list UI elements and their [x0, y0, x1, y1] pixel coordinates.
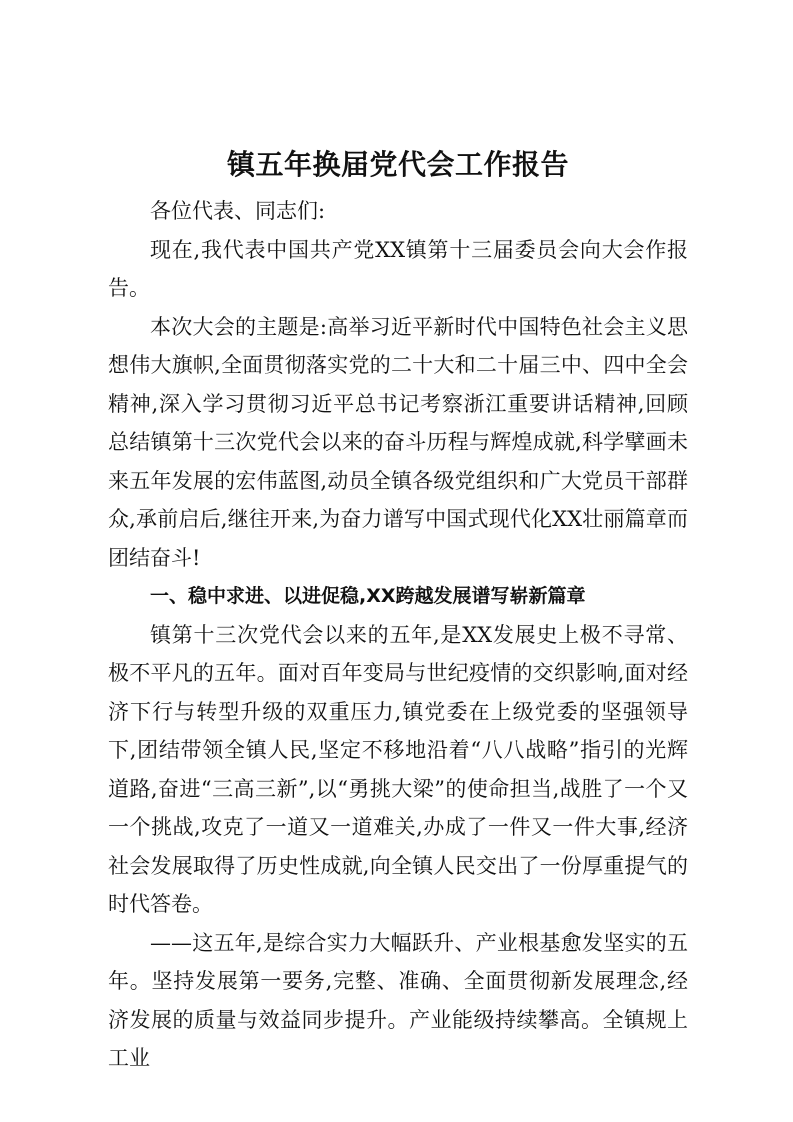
paragraph-five-years: 镇第十三次党代会以来的五年,是XX发展史上极不寻常、极不平凡的五年。面对百年变局与世纪疫情的交织影响,面对经济下行与转型升级的双重压力,镇党委在上级党委的坚强领导下,团结带领全镇人民,坚定不移地沿着“八八战略”指引的光辉道路,奋进“三高三新”,以“勇挑大梁”的使命担当,战胜了一个又一个挑战,攻克了一道又一道难关,办成了一件又一件大事,经济社会发展取得了历史性成就,向全镇人民交出了一份厚重提气的时代答卷。	[108, 622, 688, 916]
paragraph-theme: 本次大会的主题是:高举习近平新时代中国特色社会主义思想伟大旗帜,全面贯彻落实党的二十大和二十届三中、四中全会精神,深入学习贯彻习近平总书记考察浙江重要讲话精神,回顾总结镇第十三次党代会以来的奋斗历程与辉煌成就,科学擘画未来五年发展的宏伟蓝图,动员全镇各级党组织和广大党员干部群众,承前启后,继往开来,为奋力谱写中国式现代化XX壮丽篇章而团结奋斗!	[108, 314, 688, 570]
document-page	[108, 138, 688, 1078]
document-title: 镇五年换届党代会工作报告	[226, 148, 569, 181]
salutation: 各位代表、同志们:	[150, 199, 326, 223]
section-heading-1: 一、稳中求进、以进促稳,XX跨越发展谱写崭新篇章	[150, 585, 586, 607]
paragraph-intro: 现在,我代表中国共产党XX镇第十三届委员会向大会作报告。	[108, 237, 688, 300]
paragraph-economy: ——这五年,是综合实力大幅跃升、产业根基愈发坚实的五年。坚持发展第一要务,完整、准确、全面贯彻新发展理念,经济发展的质量与效益同步提升。产业能级持续攀高。全镇规上工业	[108, 930, 688, 1070]
